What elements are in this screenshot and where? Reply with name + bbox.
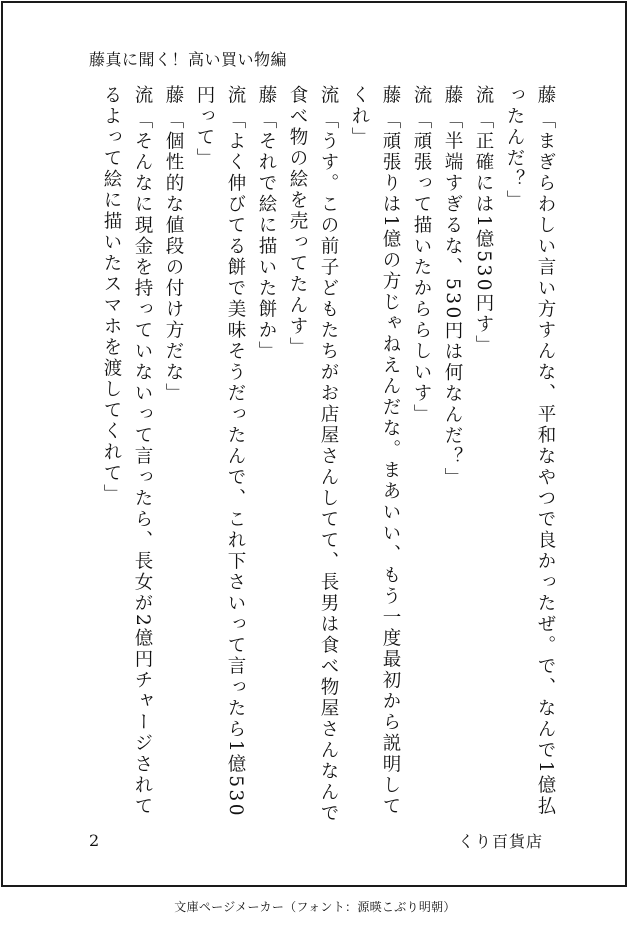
speaker-name: 藤: [163, 85, 184, 106]
dialogue-text: 「そんなに現金を持っていないって言ったら、長女が2億円チャージされてるよって絵に描いたスマホを渡してくれて」: [101, 85, 153, 818]
publisher-name: くり百貨店: [457, 832, 543, 851]
page-number: 2: [89, 831, 100, 850]
dialogue-text: 「個性的な値段の付け方だな」: [163, 110, 184, 404]
dialogue-text: 「正確には1億530円す」: [473, 110, 494, 357]
dialogue-text: 「頑張って描いたかららしいす」: [411, 110, 432, 425]
speaker-name: 流: [473, 85, 494, 106]
dialogue-line: [189, 85, 251, 829]
dialogue-line: [251, 85, 282, 829]
dialogue-line: [282, 85, 344, 829]
speaker-name: 流: [411, 85, 432, 106]
speaker-name: 藤: [442, 85, 463, 106]
dialogue-line: [96, 85, 158, 829]
speaker-name: 藤: [380, 85, 401, 106]
dialogue-text: 「うす。この前子どもたちがお店屋さんしてて、長男は食べ物屋さんなんで食べ物の絵を売ってたんす」: [287, 85, 339, 824]
dialogue-line: [158, 85, 189, 829]
dialogue-text: 「よく伸びてる餅で美味そうだったんで、これ下さいって言ったら1億530円って」: [194, 85, 246, 819]
dialogue-text: 「まぎらわしい言い方すんな、平和なやつで良かったぜ。で、なんで1億払ったんだ？」: [504, 85, 556, 818]
dialogue-line: [468, 85, 499, 829]
book-page: [1, 1, 627, 887]
dialogue-text: 「それで絵に描いた餅か」: [256, 110, 277, 362]
speaker-name: 流: [132, 85, 153, 106]
vertical-text-body: [81, 85, 561, 829]
speaker-name: 流: [225, 85, 246, 106]
speaker-name: 藤: [256, 85, 277, 106]
generator-credit: 文庫ページメーカー（フォント：源暎こぶり明朝）: [174, 900, 456, 914]
dialogue-line: [437, 85, 468, 829]
dialogue-line: [499, 85, 561, 829]
dialogue-line: [344, 85, 406, 829]
dialogue-text: 「半端すぎるな、530円は何なんだ？」: [442, 110, 463, 489]
speaker-name: 藤: [535, 85, 556, 106]
speaker-name: 流: [318, 85, 339, 106]
dialogue-text: 「頑張りは1億の方じゃねえんだな。まあいい、もう一度最初から説明してくれ」: [349, 85, 401, 818]
chapter-title: 藤真に聞く！高い買い物編: [89, 50, 288, 69]
dialogue-line: [406, 85, 437, 829]
